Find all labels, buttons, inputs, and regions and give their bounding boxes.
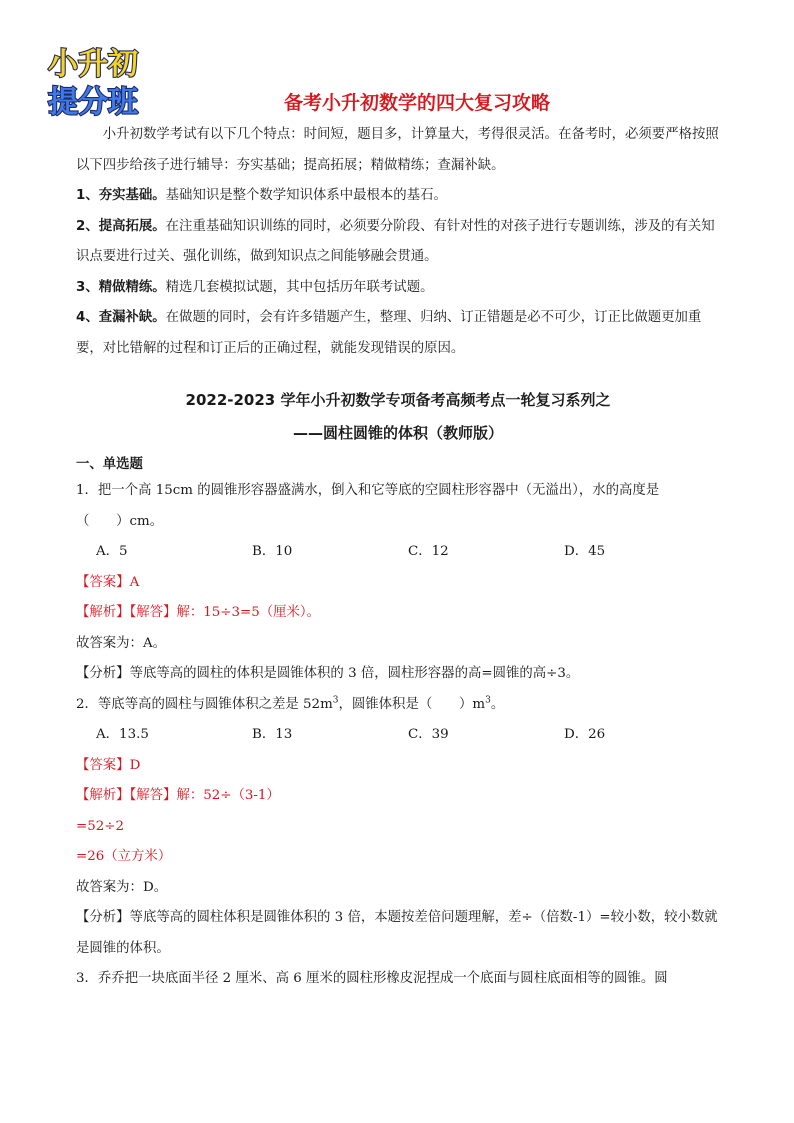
q2-option-c: C．39 xyxy=(408,727,449,742)
q2-fenxi-tag: 【分析】 xyxy=(76,910,130,925)
q2-conclusion: 故答案为：D。 xyxy=(76,879,168,895)
q2-stem-c: 。 xyxy=(490,696,505,712)
q1-fenxi-text: 等底等高的圆柱的体积是圆锥体积的 3 倍，圆柱形容器的高=圆锥的高÷3。 xyxy=(129,666,580,681)
q1-conclusion: 故答案为：A。 xyxy=(76,635,167,651)
q2-answer-tag: 【答案】 xyxy=(76,757,130,773)
q1-stem-line2: （ ）cm。 xyxy=(76,513,164,529)
q1-analysis-tag: 【解析】【解答】 xyxy=(76,605,177,620)
point-4-title: 4、查漏补缺。 xyxy=(76,310,166,325)
q2-option-d: D．26 xyxy=(564,727,606,742)
q3-stem: 3．乔乔把一块底面半径 2 厘米、高 6 厘米的圆柱形橡皮泥捏成一个底面与圆柱底面相等的圆锥。圆 xyxy=(76,971,668,986)
point-3-text: 精选几套模拟试题，其中包括历年联考试题。 xyxy=(165,279,434,295)
section-title: 一、单选题 xyxy=(76,457,143,472)
q2-stem-sup1: 3 xyxy=(332,695,339,706)
q2-option-b: B．13 xyxy=(252,727,293,742)
q2-fenxi-text: 等底等高的圆柱体积是圆锥体积的 3 倍，本题按差倍问题理解，差÷（倍数-1）=较小数，较小数就是圆锥的体积。 xyxy=(76,910,718,956)
point-1-text: 基础知识是整个数学知识体系中最根本的基石。 xyxy=(165,188,447,203)
point-2-text: 在注重基础知识训练的同时，必须要分阶段、有针对性的对孩子进行专题训练，涉及的有关知识点要进行过关、强化训练，做到知识点之间能够融会贯通。 xyxy=(76,218,715,264)
point-4 xyxy=(76,303,720,364)
q1-analysis-text: 解：15÷3=5（厘米）。 xyxy=(176,605,320,620)
series-title-line2: ——圆柱圆锥的体积（教师版） xyxy=(292,424,503,442)
q2-analysis-tag: 【解析】【解答】 xyxy=(76,788,177,803)
q1-answer xyxy=(76,568,720,599)
point-1 xyxy=(76,181,720,212)
q1-fenxi xyxy=(76,659,720,690)
q2-stem-b: ，圆锥体积是（ ）m xyxy=(338,696,486,712)
page-title: 备考小升初数学的四大复习攻略 xyxy=(283,92,550,114)
q1-option-b: B．10 xyxy=(252,544,293,559)
q2-options xyxy=(76,720,720,751)
intro-paragraph: 小升初数学考试有以下几个特点：时间短，题目多，计算量大，考得很灵活。在备考时，必须要严格按照以下四步给孩子进行辅导：夯实基础；提高拓展；精做精练；查漏补缺。 xyxy=(76,127,719,173)
q2-stem-a: 2．等底等高的圆柱与圆锥体积之差是 52m xyxy=(76,696,333,712)
point-4-text: 在做题的同时，会有许多错题产生，整理、归纳、订正错题是必不可少，订正比做题更加重要，对比错解的过程和订正后的正确过程，就能发现错误的原因。 xyxy=(76,310,702,356)
point-3 xyxy=(76,273,720,304)
series-title xyxy=(76,384,720,450)
q2-analysis-text: 解：52÷（3-1） xyxy=(176,788,280,803)
q2-analysis xyxy=(76,781,720,812)
series-title-line1: 2022-2023 学年小升初数学专项备考高频考点一轮复习系列之 xyxy=(185,391,611,409)
q2-stem xyxy=(76,690,720,721)
q2-stem-sup2: 3 xyxy=(485,695,491,706)
q1-options xyxy=(76,537,720,568)
logo-line1: 小升初 xyxy=(48,47,138,82)
q2-answer xyxy=(76,751,720,782)
q1-option-c: C．12 xyxy=(408,544,449,559)
q1-option-a: A．5 xyxy=(96,544,128,559)
q1-answer-value: A xyxy=(129,574,140,590)
q2-fenxi xyxy=(76,903,720,964)
q2-answer-value: D xyxy=(129,757,141,773)
q2-step1: =52÷2 xyxy=(76,818,124,834)
document-body xyxy=(76,120,720,995)
q1-stem-line1: 1．把一个高 15cm 的圆锥形容器盛满水，倒入和它等底的空圆柱形容器中（无溢出），水的高度是 xyxy=(76,483,660,498)
logo-line2: 提分班 xyxy=(48,85,138,120)
q2-option-a: A．13.5 xyxy=(96,727,149,742)
q1-fenxi-tag: 【分析】 xyxy=(76,666,130,681)
point-1-title: 1、夯实基础。 xyxy=(76,188,166,203)
point-3-title: 3、精做精练。 xyxy=(76,279,166,295)
q1-answer-tag: 【答案】 xyxy=(76,574,130,590)
point-2-title: 2、提高拓展。 xyxy=(76,218,166,234)
q1-option-d: D．45 xyxy=(564,544,606,559)
q1-analysis xyxy=(76,598,720,629)
q2-step2: =26（立方米） xyxy=(76,849,172,864)
point-2 xyxy=(76,212,720,273)
